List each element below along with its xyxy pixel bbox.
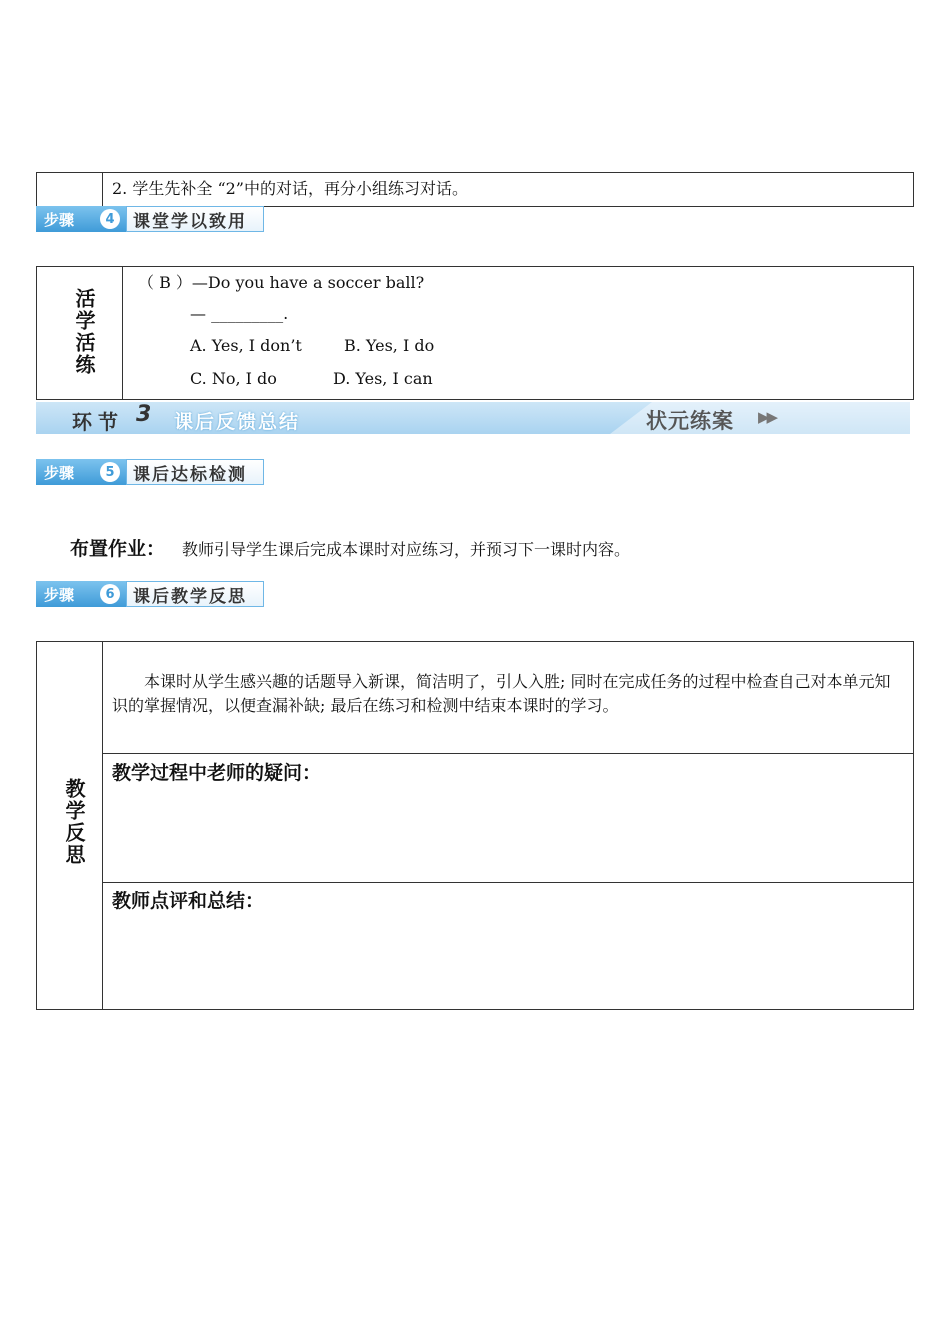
reflection-divider [102, 641, 103, 1010]
top-row-divider [102, 172, 103, 207]
practice-answer-line: — _________. [190, 304, 289, 323]
step5-number: 5 [100, 462, 120, 482]
practice-question: （ B ）—Do you have a soccer ball? [138, 273, 425, 292]
step4-title: 课堂学以致用 [126, 206, 264, 232]
step5-title: 课后达标检测 [126, 459, 264, 485]
step6-title: 课后教学反思 [126, 581, 264, 607]
step5-label: 步骤 5 [36, 459, 126, 485]
section3-brand: 状元练案 [646, 409, 734, 433]
practice-side-label: 活学活练 [72, 288, 96, 376]
step6-number: 6 [100, 584, 120, 604]
homework-label: 布置作业： [70, 538, 166, 560]
homework-text: 教师引导学生课后完成本课时对应练习，并预习下一课时内容。 [182, 540, 631, 559]
step4-label: 步骤 4 [36, 206, 126, 232]
reflection-summary: 本课时从学生感兴趣的话题导入新课，简洁明了，引人入胜; 同时在完成任务的过程中检查自己对本单元知识的掌握情况，以便查漏补缺; 最后在练习和检测中结束本课时的学习。 [112, 672, 891, 715]
option-c: C. No, I do [190, 369, 277, 388]
section3-number: 3 [136, 402, 152, 427]
option-a: A. Yes, I don’t [190, 336, 302, 355]
double-arrow-icon: ▶▶ [758, 408, 776, 426]
top-row-text: 2. 学生先补全 “2”中的对话，再分小组练习对话。 [112, 179, 468, 198]
questions-label: 教学过程中老师的疑问： [112, 762, 322, 784]
step4-number: 4 [100, 209, 120, 229]
section3-head: 环节 [72, 410, 124, 434]
option-b: B. Yes, I do [344, 336, 435, 355]
reflection-row-line-1 [102, 753, 914, 754]
step5-banner [36, 459, 264, 485]
section3-banner [36, 402, 910, 434]
reflection-row-line-2 [102, 882, 914, 883]
step6-banner [36, 581, 264, 607]
comments-label: 教师点评和总结： [112, 890, 265, 912]
step6-label: 步骤 6 [36, 581, 126, 607]
practice-divider [122, 266, 123, 400]
reflection-side-label: 教学反思 [62, 778, 86, 866]
section3-title: 课后反馈总结 [174, 411, 301, 433]
step4-banner [36, 206, 264, 232]
option-d: D. Yes, I can [333, 369, 433, 388]
